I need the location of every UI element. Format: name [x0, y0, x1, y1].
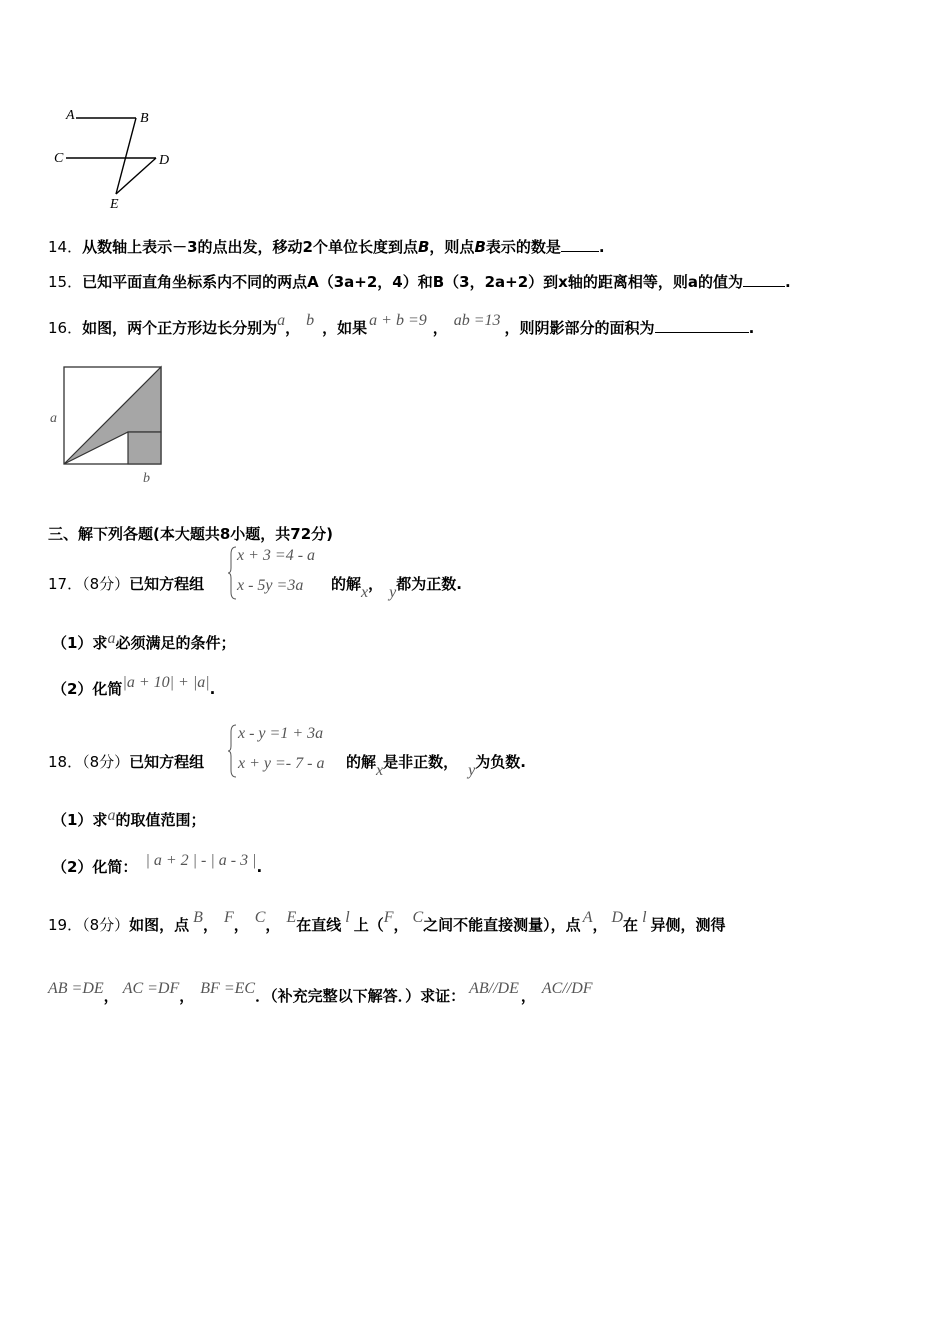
- label-D: D: [159, 153, 170, 168]
- q18-p1-text: 的取值范围；: [115, 811, 206, 829]
- q19-comma1: ，: [202, 916, 218, 934]
- q19-line-l1: l: [345, 909, 350, 926]
- q17-p2-end: .: [209, 680, 216, 698]
- q18-text-a: 已知方程组: [129, 753, 205, 771]
- question-18: [48, 751, 204, 772]
- q18-text-d: 为负数.: [475, 753, 526, 771]
- label-C: C: [54, 151, 64, 166]
- q19-text-e: 在: [623, 916, 639, 934]
- q19-comma6: ，: [103, 987, 119, 1005]
- q17-p1-text: 必须满足的条件；: [115, 634, 236, 652]
- q17-eq1: x + 3 =4 - a: [237, 547, 316, 564]
- q16-var-b: b: [306, 312, 315, 329]
- q19-comma5: ，: [592, 916, 608, 934]
- q19-given-ab-de: AB =DE: [48, 980, 104, 997]
- q18-var-x: x: [376, 762, 384, 779]
- q18-p2-label: （2）化简：: [52, 858, 138, 876]
- figure-parallel-lines: [48, 102, 178, 214]
- q14-text-a: 从数轴上表示－3的点出发，移动2个单位长度到点: [82, 238, 418, 256]
- q16-number: 16．: [48, 319, 83, 337]
- q19-comma4: ，: [393, 916, 409, 934]
- question-16: [48, 312, 755, 338]
- q17-p1-label: （1）求: [52, 634, 108, 652]
- figure-two-squares: [46, 364, 170, 488]
- q17-text-a: 已知方程组: [129, 575, 205, 593]
- q19-prove-ac-df: AC//DF: [541, 980, 593, 997]
- q19-text-f: 异侧，测得: [650, 916, 726, 934]
- q15-end: .: [784, 273, 791, 291]
- q17-score: （8分）: [82, 575, 130, 593]
- q19-point-c: C: [254, 909, 266, 926]
- q16-end: .: [748, 319, 755, 337]
- q14-point-b2: B: [474, 238, 486, 256]
- q14-point-b1: B: [417, 238, 430, 256]
- label-b: b: [143, 471, 150, 486]
- q19-point-f2: F: [383, 909, 394, 926]
- q19-point-d: D: [611, 909, 624, 926]
- q18-part-2: [52, 852, 263, 877]
- label-a: a: [50, 411, 57, 426]
- q19-comma7: ，: [179, 987, 195, 1005]
- q14-number: 14．: [48, 238, 83, 256]
- q19-text-c: 上（: [353, 916, 384, 934]
- q18-tail: [346, 751, 526, 779]
- q17-tail: [331, 573, 462, 601]
- q18-text-c: 是非正数，: [383, 753, 459, 771]
- q19-given-ac-df: AC =DF: [122, 980, 180, 997]
- q15-number: 15．: [48, 273, 83, 291]
- q19-point-c2: C: [412, 909, 424, 926]
- q19-text-a: 如图，点: [129, 916, 190, 934]
- question-14: [48, 236, 605, 257]
- q19-point-e: E: [286, 909, 297, 926]
- q18-number: 18．: [48, 753, 83, 771]
- question-19: [48, 909, 726, 935]
- q17-part-1: [52, 632, 235, 653]
- q19-number: 19．: [48, 916, 83, 934]
- q18-text-b: 的解: [346, 753, 377, 771]
- q18-p1-label: （1）求: [52, 811, 108, 829]
- q16-eq1: a + b =9: [369, 312, 427, 329]
- q17-p1-var-a: a: [107, 630, 116, 647]
- q18-var-y: y: [468, 762, 476, 779]
- label-A: A: [66, 108, 75, 123]
- q17-eq2: x - 5y =3a: [237, 577, 304, 594]
- q19-given-bf-ec: BF =EC: [200, 980, 256, 997]
- q19-text-d: 之间不能直接测量），点: [423, 916, 581, 934]
- q19-comma3: ，: [265, 916, 281, 934]
- q19-text-b: 在直线: [296, 916, 342, 934]
- q19-line-l2: l: [642, 909, 647, 926]
- q18-p1-var-a: a: [107, 807, 116, 824]
- q16-var-a: a: [277, 312, 286, 329]
- q14-end: .: [598, 238, 605, 256]
- q16-text-a: 如图，两个正方形边长分别为: [82, 319, 278, 337]
- q15-text: 已知平面直角坐标系内不同的两点A（3a+2，4）和B（3，2a+2）到x轴的距离相等，则a的值为: [82, 273, 743, 291]
- q17-text-b: 的解: [331, 575, 362, 593]
- q18-score: （8分）: [82, 753, 130, 771]
- question-15: [48, 271, 791, 292]
- q17-var-y: y: [389, 584, 397, 601]
- q19-point-f: F: [223, 909, 234, 926]
- q15-answer-blank[interactable]: [743, 286, 785, 287]
- q19-point-b: B: [193, 909, 203, 926]
- q18-brace: [228, 724, 238, 778]
- question-17: [48, 573, 204, 594]
- q19-comma2: ，: [233, 916, 249, 934]
- q17-number: 17．: [48, 575, 83, 593]
- q19-score: （8分）: [82, 916, 130, 934]
- label-E: E: [110, 197, 119, 212]
- q16-text-b: ，如果: [322, 319, 368, 337]
- q14-text-c: 表示的数是: [485, 238, 561, 256]
- q17-var-x: x: [361, 584, 369, 601]
- q16-comma1: ，: [285, 319, 301, 337]
- q16-text-c: ，则阴影部分的面积为: [504, 319, 655, 337]
- q18-p2-expression: | a + 2 | - | a - 3 |: [145, 852, 257, 869]
- q19-text-g: ．（补充完整以下解答．）求证：: [255, 987, 466, 1005]
- q19-line-2: [48, 980, 593, 1006]
- q18-eq1: x - y =1 + 3a: [238, 725, 324, 742]
- q17-comma: ，: [368, 575, 384, 593]
- q18-eq2: x + y =- 7 - a: [238, 755, 325, 772]
- q16-comma2: ，: [432, 319, 448, 337]
- q16-answer-blank[interactable]: [655, 332, 749, 333]
- label-B: B: [140, 111, 149, 126]
- q17-p2-expression: |a + 10| + |a|: [122, 674, 210, 691]
- q14-text-b: ，则点: [429, 238, 475, 256]
- q18-part-1: [52, 809, 205, 830]
- q14-answer-blank[interactable]: [561, 251, 599, 252]
- q17-part-2: [52, 674, 216, 699]
- q19-prove-ab-de: AB//DE: [469, 980, 519, 997]
- q19-comma8: ，: [520, 987, 536, 1005]
- q19-point-a: A: [582, 909, 593, 926]
- q17-text-c: 都为正数.: [396, 575, 462, 593]
- q16-eq2: ab =13: [453, 312, 501, 329]
- q17-p2-label: （2）化简: [52, 680, 123, 698]
- section-3-title: 三、解下列各题(本大题共8小题，共72分): [48, 525, 334, 543]
- q18-p2-end: .: [256, 858, 263, 876]
